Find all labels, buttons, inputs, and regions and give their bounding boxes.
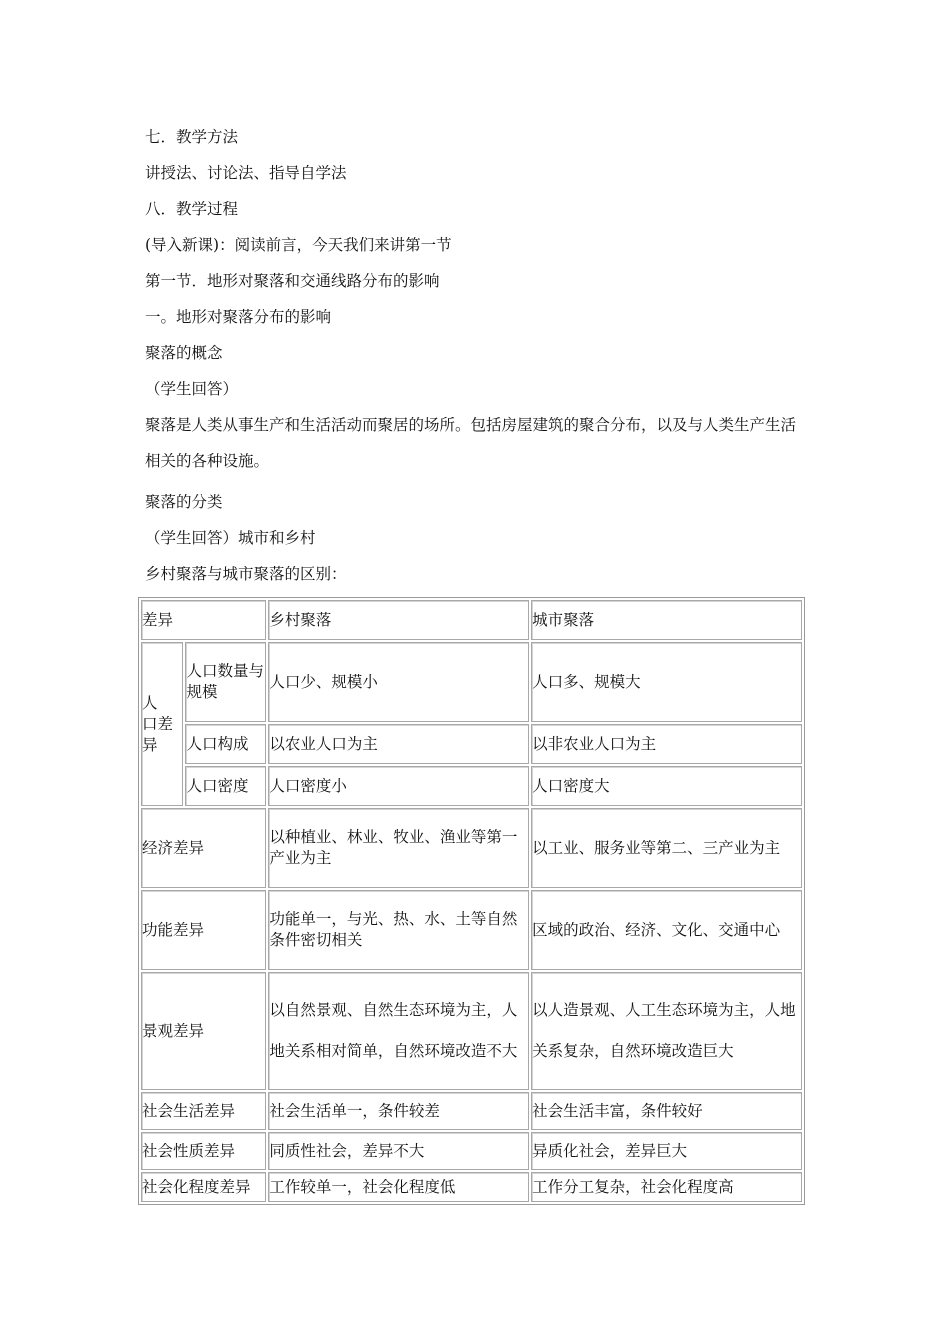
urban-cell: 人口多、规模大	[531, 642, 802, 722]
urban-cell: 人口密度大	[531, 766, 802, 806]
rural-cell: 以自然景观、自然生态环境为主，人地关系相对简单，自然环境改造不大	[268, 972, 529, 1090]
urban-cell: 社会生活丰富，条件较好	[531, 1092, 802, 1130]
table-row	[141, 890, 802, 970]
classification-heading: 聚落的分类	[145, 493, 223, 511]
urban-cell: 异质化社会，差异巨大	[531, 1132, 802, 1170]
population-group-label: 人 口差异	[141, 642, 183, 806]
row-label: 景观差异	[141, 972, 266, 1090]
urban-cell: 以人造景观、人工生态环境为主，人地关系复杂，自然环境改造巨大	[531, 972, 802, 1090]
rural-cell: 功能单一，与光、热、水、土等自然条件密切相关	[268, 890, 529, 970]
row-label: 社会生活差异	[141, 1092, 266, 1130]
header-diff: 差异	[141, 600, 266, 640]
table-row	[141, 642, 802, 722]
lesson-title: 第一节．地形对聚落和交通线路分布的影响	[145, 272, 440, 290]
table-row	[141, 1092, 802, 1130]
row-label: 经济差异	[141, 808, 266, 888]
table-row	[141, 972, 802, 1090]
row-label: 社会化程度差异	[141, 1172, 266, 1202]
table-row	[141, 1172, 802, 1202]
concept-heading: 聚落的概念	[145, 344, 223, 362]
rural-cell: 工作较单一，社会化程度低	[268, 1172, 529, 1202]
header-urban: 城市聚落	[531, 600, 802, 640]
row-label: 功能差异	[141, 890, 266, 970]
section-heading-teaching-method: 七．教学方法	[145, 128, 239, 146]
table-row	[141, 724, 802, 764]
row-label: 人口密度	[185, 766, 266, 806]
settlement-comparison-table	[138, 597, 805, 1205]
rural-cell: 社会生活单一，条件较差	[268, 1092, 529, 1130]
rural-cell: 同质性社会，差异不大	[268, 1132, 529, 1170]
urban-cell: 以工业、服务业等第二、三产业为主	[531, 808, 802, 888]
urban-cell: 区域的政治、经济、文化、交通中心	[531, 890, 802, 970]
rural-cell: 人口少、规模小	[268, 642, 529, 722]
row-label: 人口构成	[185, 724, 266, 764]
subsection-title: 一。地形对聚落分布的影响	[145, 308, 332, 326]
intro-text: (导入新课)：阅读前言，今天我们来讲第一节	[145, 236, 452, 254]
table-row	[141, 766, 802, 806]
row-label: 社会性质差异	[141, 1132, 266, 1170]
urban-cell: 以非农业人口为主	[531, 724, 802, 764]
comparison-intro: 乡村聚落与城市聚落的区别：	[145, 565, 347, 583]
teaching-method-text: 讲授法、讨论法、指导自学法	[145, 164, 347, 182]
rural-cell: 以农业人口为主	[268, 724, 529, 764]
section-heading-teaching-process: 八．教学过程	[145, 200, 239, 218]
classification-answer: （学生回答）城市和乡村	[145, 529, 316, 547]
rural-cell: 人口密度小	[268, 766, 529, 806]
student-answer-note: （学生回答）	[145, 380, 239, 398]
row-label: 人口数量与规模	[185, 642, 266, 722]
urban-cell: 工作分工复杂，社会化程度高	[531, 1172, 802, 1202]
table-row	[141, 808, 802, 888]
table-header-row	[141, 600, 802, 640]
table-row	[141, 1132, 802, 1170]
rural-cell: 以种植业、林业、牧业、渔业等第一产业为主	[268, 808, 529, 888]
header-rural: 乡村聚落	[268, 600, 529, 640]
settlement-definition: 聚落是人类从事生产和生活活动而聚居的场所。包括房屋建筑的聚合分布，以及与人类生产生活相关的各种设施。	[145, 416, 797, 470]
